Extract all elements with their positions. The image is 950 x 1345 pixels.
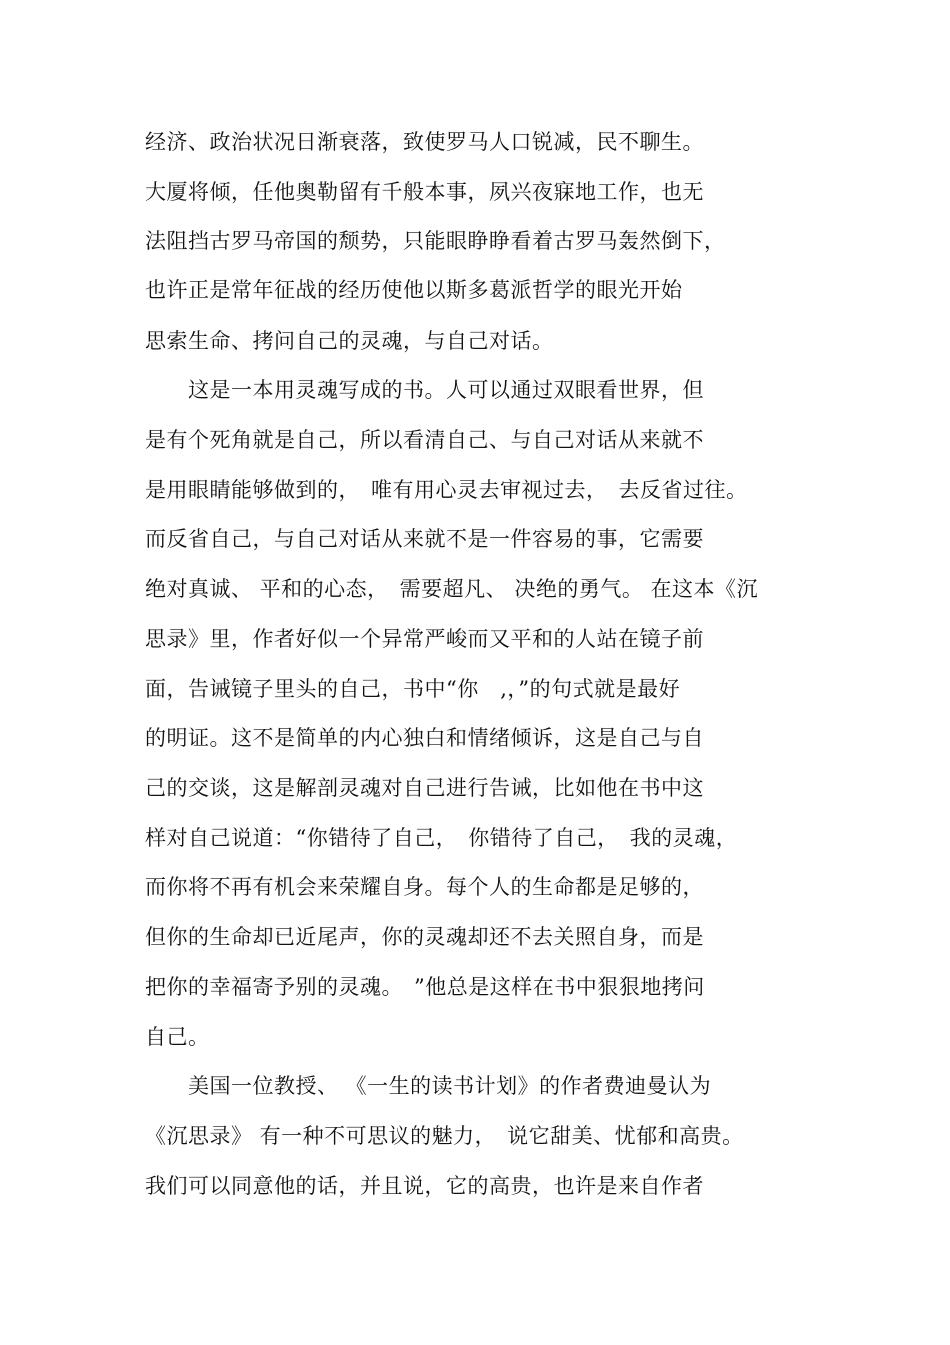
text-line: 自己。	[145, 1025, 210, 1049]
text-line: 也许正是常年征战的经历使他以斯多葛派哲学的眼光开始	[145, 278, 683, 302]
text-line: 我们可以同意他的话，并且说，它的高贵，也许是来自作者	[145, 1174, 704, 1198]
text-line: 而反省自己，与自己对话从来就不是一件容易的事，它需要	[145, 527, 704, 551]
text-line: 美国一位教授、 《一生的读书计划》的作者费迪曼认为	[145, 1074, 712, 1098]
text-line: 面，告诫镜子里头的自己，书中“你 ,，”的句式就是最好	[145, 677, 681, 701]
text-line: 但你的生命却已近尾声，你的灵魂却还不去关照自身，而是	[145, 925, 704, 949]
text-line: 这是一本用灵魂写成的书。人可以通过双眼看世界，但	[145, 378, 704, 402]
text-line: 是有个死角就是自己，所以看清自己、与自己对话从来就不	[145, 428, 704, 452]
text-line: 《沉思录》 有一种不可思议的魅力， 说它甜美、忧郁和高贵。	[145, 1124, 744, 1148]
text-line: 绝对真诚、 平和的心态， 需要超凡、 决绝的勇气。 在这本《沉	[145, 577, 759, 601]
text-line: 思录》里，作者好似一个异常严峻而又平和的人站在镜子前	[145, 627, 704, 651]
text-line: 样对自己说道：“你错待了自己， 你错待了自己， 我的灵魂，	[145, 826, 738, 850]
text-line: 法阻挡古罗马帝国的颓势，只能眼睁睁看着古罗马轰然倒下，	[145, 229, 726, 253]
text-line: 经济、政治状况日渐衰落，致使罗马人口锐减，民不聊生。	[145, 130, 704, 154]
text-line: 大厦将倾，任他奥勒留有千般本事，夙兴夜寐地工作，也无	[145, 180, 704, 204]
text-line: 是用眼睛能够做到的， 唯有用心灵去审视过去， 去反省过往。	[145, 478, 748, 502]
text-line: 而你将不再有机会来荣耀自身。每个人的生命都是足够的，	[145, 875, 704, 899]
text-line: 己的交谈，这是解剖灵魂对自己进行告诫，比如他在书中这	[145, 776, 704, 800]
text-line: 思索生命、拷问自己的灵魂，与自己对话。	[145, 329, 554, 353]
text-line: 把你的幸福寄予别的灵魂。 ”他总是这样在书中狠狠地拷问	[145, 975, 705, 999]
text-line: 的明证。这不是简单的内心独白和情绪倾诉，这是自己与自	[145, 726, 704, 750]
